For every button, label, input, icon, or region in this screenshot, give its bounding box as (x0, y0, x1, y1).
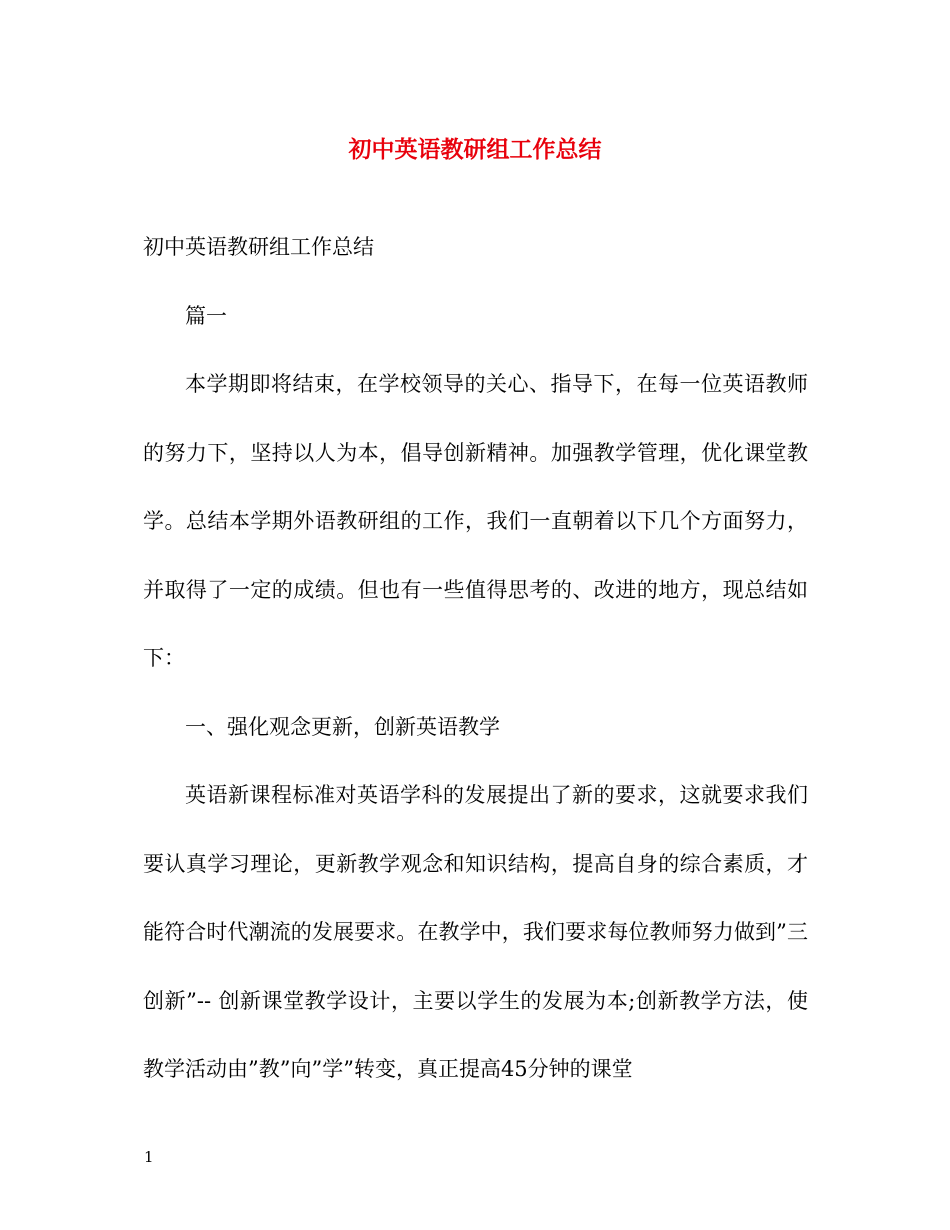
intro-paragraph: 本学期即将结束，在学校领导的关心、指导下，在每一位英语教师的努力下，坚持以人为本，倡导创新精神。加强教学管理，优化课堂教学。总结本学期外语教研组的工作，我们一直朝着以下几个方面努力，并取得了一定的成绩。但也有一些值得思考的、改进的地方，现总结如下： (143, 372, 808, 670)
section-label: 篇一 (185, 303, 227, 328)
document-title: 初中英语教研组工作总结 (348, 136, 602, 163)
page-number: 1 (144, 1148, 154, 1166)
paragraph-1: 英语新课程标准对英语学科的发展提出了新的要求，这就要求我们要认真学习理论，更新教学观念和知识结构，提高自身的综合素质，才能符合时代潮流的发展要求。在教学中，我们要求每位教师努力做到”三创新”-- 创新课堂教学设计，主要以学生的发展为本;创新教学方法，使教学活动由”教”向”学”转变，真正提高45分钟的课堂 (143, 783, 808, 1081)
document-body (143, 213, 808, 1104)
document-heading: 初中英语教研组工作总结 (143, 235, 374, 259)
subheading-1: 一、强化观念更新，创新英语教学 (185, 714, 500, 739)
